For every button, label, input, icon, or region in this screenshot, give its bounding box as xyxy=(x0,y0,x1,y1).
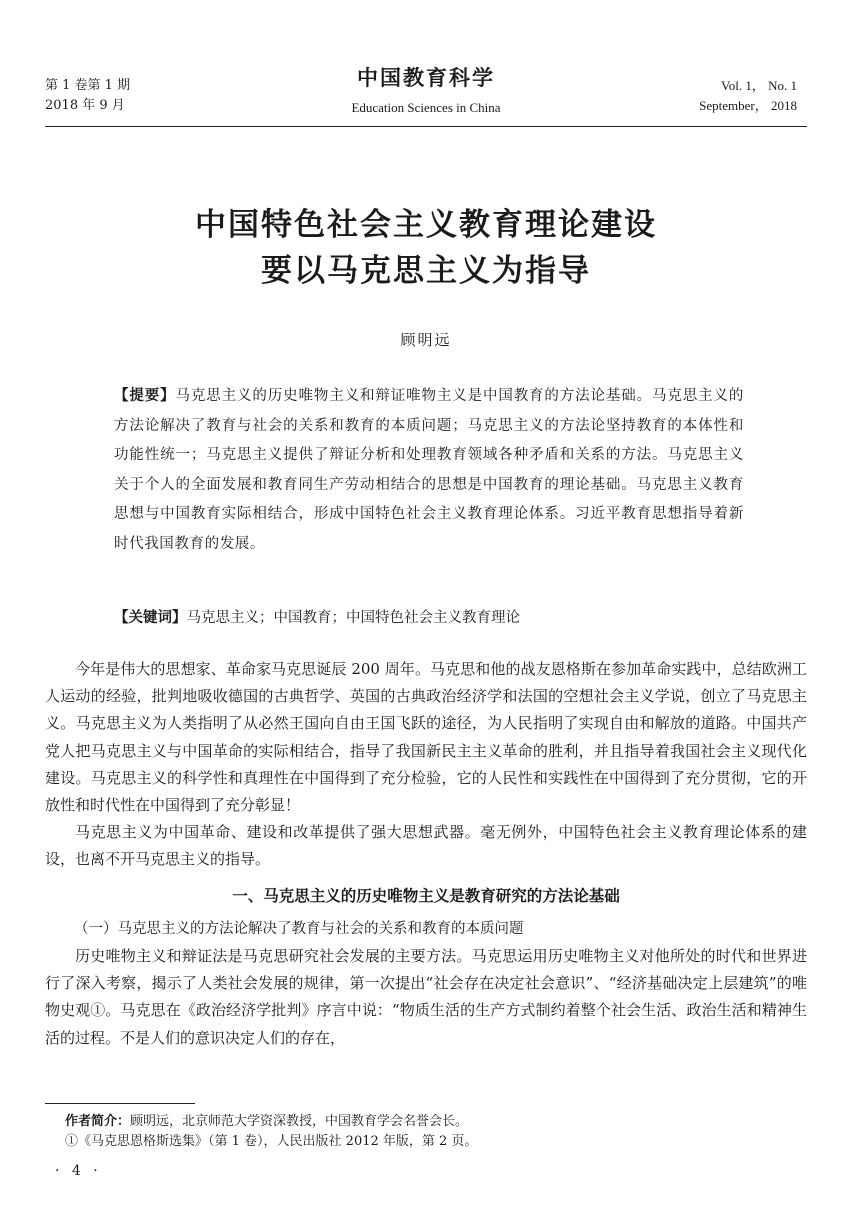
keywords-text: 马克思主义；中国教育；中国特色社会主义教育理论 xyxy=(186,610,520,626)
journal-title-en: Education Sciences in China xyxy=(351,100,501,115)
issue-date-en: September， 2018 xyxy=(699,98,797,113)
author-name: 顾明远 xyxy=(400,331,452,349)
footnotes xyxy=(65,1112,477,1152)
body-paragraph-1: 今年是伟大的思想家、革命家马克思诞辰 200 周年。马克思和他的战友恩格斯在参加革命实践中，总结欧洲工人运动的经验，批判地吸收德国的古典哲学、英国的古典政治经济学和法国的空想社会主义学说，创立了马克思主义。马克思主义为人类指明了从必然王国向自由王国飞跃的途径，为人民指明了实现自由和解放的道路。中国共产党人把马克思主义与中国革命的实际相结合，指导了我国新民主主义革命的胜利，并且指导着我国社会主义现代化建设。马克思主义的科学性和真理性在中国得到了充分检验，它的人民性和实践性在中国得到了充分贯彻，它的开放性和时代性在中国得到了充分彰显！ xyxy=(45,660,807,815)
body-paragraph-2: 马克思主义为中国革命、建设和改革提供了强大思想武器。毫无例外，中国特色社会主义教育理论体系的建设，也离不开马克思主义的指导。 xyxy=(45,823,807,869)
article-body xyxy=(45,656,807,1052)
footnote-1: ①《马克思恩格斯选集》（第 1 卷），人民出版社 2012 年版，第 2 页。 xyxy=(65,1134,478,1149)
page-number: · 4 · xyxy=(55,1163,102,1179)
section-heading: 一、马克思主义的历史唯物主义是教育研究的方法论基础 xyxy=(232,886,620,905)
header-rule xyxy=(45,126,807,127)
body-paragraph-3: 历史唯物主义和辩证法是马克思研究社会发展的主要方法。马克思运用历史唯物主义对他所处的时代和世界进行了深入考察，揭示了人类社会发展的规律，第一次提出“社会存在决定社会意识”、“经济基础决定上层建筑”的唯物史观①。马克思在《政治经济学批判》序言中说：“物质生活的生产方式制约着整个社会生活、政治生活和精神生活的过程。不是人们的意识决定人们的存在， xyxy=(45,947,807,1047)
author-bio-text: 顾明远，北京师范大学资深教授，中国教育学会名誉会长。 xyxy=(130,1114,469,1129)
abstract-tag: 【提要】 xyxy=(114,388,176,404)
article-title-line2: 要以马克思主义为指导 xyxy=(261,253,591,289)
issue-volume: 第 1 卷第 1 期 xyxy=(45,78,131,93)
keywords xyxy=(114,604,754,632)
abstract xyxy=(114,382,744,559)
author-bio-tag: 作者简介： xyxy=(65,1114,131,1129)
keywords-tag: 【关键词】 xyxy=(114,610,187,626)
issue-volume-en: Vol. 1， No. 1 xyxy=(721,78,797,93)
issue-date: 2018 年 9 月 xyxy=(45,98,125,113)
journal-title-cn: 中国教育科学 xyxy=(357,65,495,90)
article-title xyxy=(0,202,852,294)
author-bio xyxy=(65,1112,477,1132)
article-title-line1: 中国特色社会主义教育理论建设 xyxy=(195,207,657,243)
footnote-rule xyxy=(45,1103,195,1104)
subsection-heading: （一）马克思主义的方法论解决了教育与社会的关系和教育的本质问题 xyxy=(74,920,524,937)
abstract-text: 马克思主义的历史唯物主义和辩证唯物主义是中国教育的方法论基础。马克思主义的方法论解决了教育与社会的关系和教育的本质问题；马克思主义的方法论坚持教育的本体性和功能性统一；马克思主义提供了辩证分析和处理教育领域各种矛盾和关系的方法。马克思主义关于个人的全面发展和教育同生产劳动相结合的思想是中国教育的理论基础。马克思主义教育思想与中国教育实际相结合，形成中国特色社会主义教育理论体系。习近平教育思想指导着新时代我国教育的发展。 xyxy=(114,388,744,552)
issue-info-en xyxy=(699,76,797,116)
